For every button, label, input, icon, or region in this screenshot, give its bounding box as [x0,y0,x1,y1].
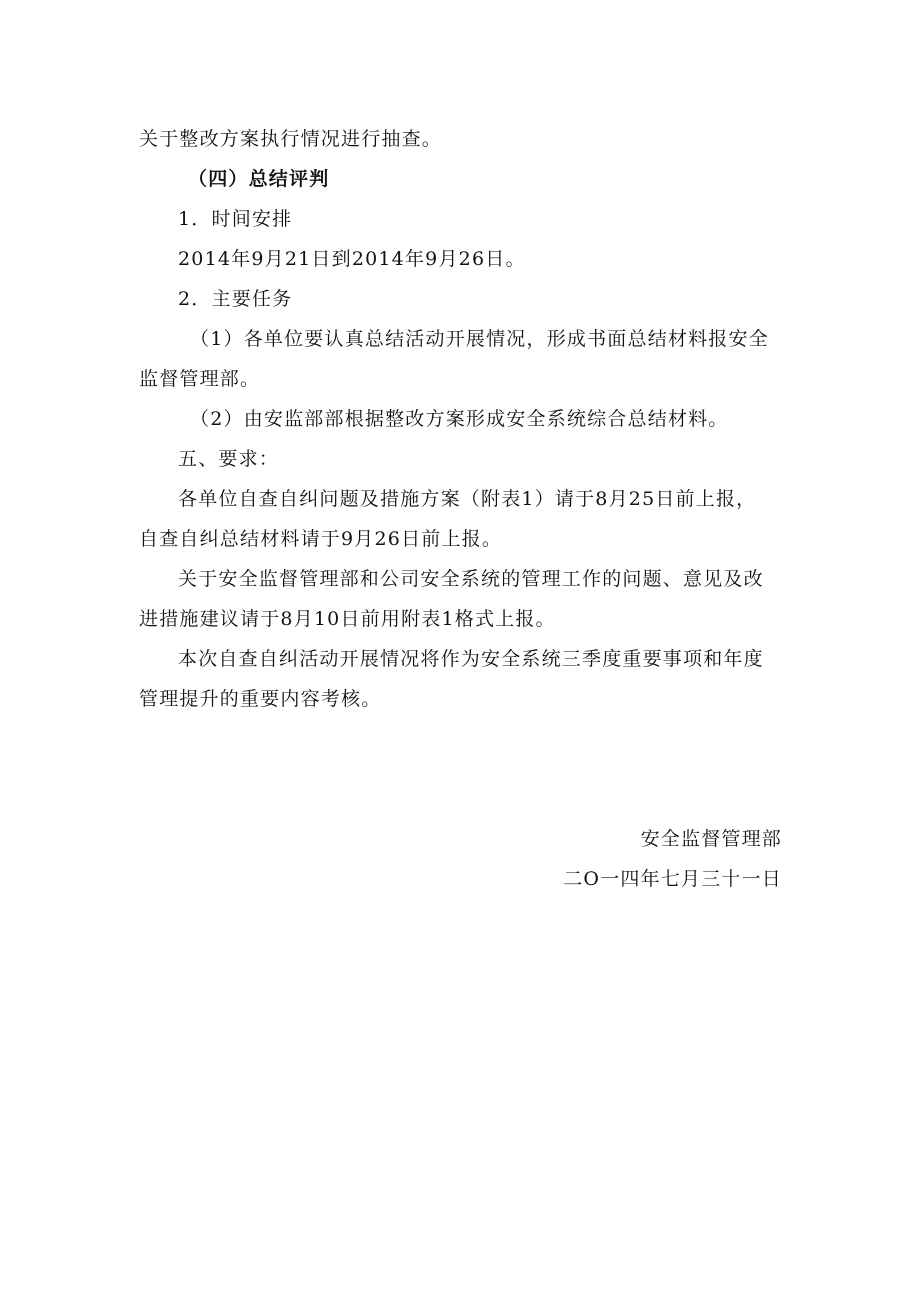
signature-organization: 安全监督管理部 [640,828,782,850]
paragraph-line: 关于整改方案执行情况进行抽查。 [139,128,443,150]
section-heading: （四）总结评判 [188,168,330,190]
item-heading: 2．主要任务 [178,288,293,310]
paragraph-line: （1）各单位要认真总结活动开展情况，形成书面总结材料报安全 [190,328,769,350]
paragraph-line: 各单位自查自纠问题及措施方案（附表1）请于8月25日前上报， [178,488,757,510]
paragraph-line: 2014年9月21日到2014年9月26日。 [178,248,526,270]
section-heading: 五、要求： [178,448,280,470]
item-heading: 1．时间安排 [178,208,293,230]
paragraph-line: 进措施建议请于8月10日前用附表1格式上报。 [139,608,556,630]
paragraph-line: 关于安全监督管理部和公司安全系统的管理工作的问题、意见及改 [178,568,764,590]
paragraph-line: 监督管理部。 [139,368,261,390]
paragraph-line: 自查自纠总结材料请于9月26日前上报。 [139,528,503,550]
paragraph-line: 管理提升的重要内容考核。 [139,688,382,710]
paragraph-line: 本次自查自纠活动开展情况将作为安全系统三季度重要事项和年度 [178,648,764,670]
signature-date: 二O一四年七月三十一日 [563,868,782,890]
paragraph-line: （2）由安监部部根据整改方案形成安全系统综合总结材料。 [190,408,729,430]
